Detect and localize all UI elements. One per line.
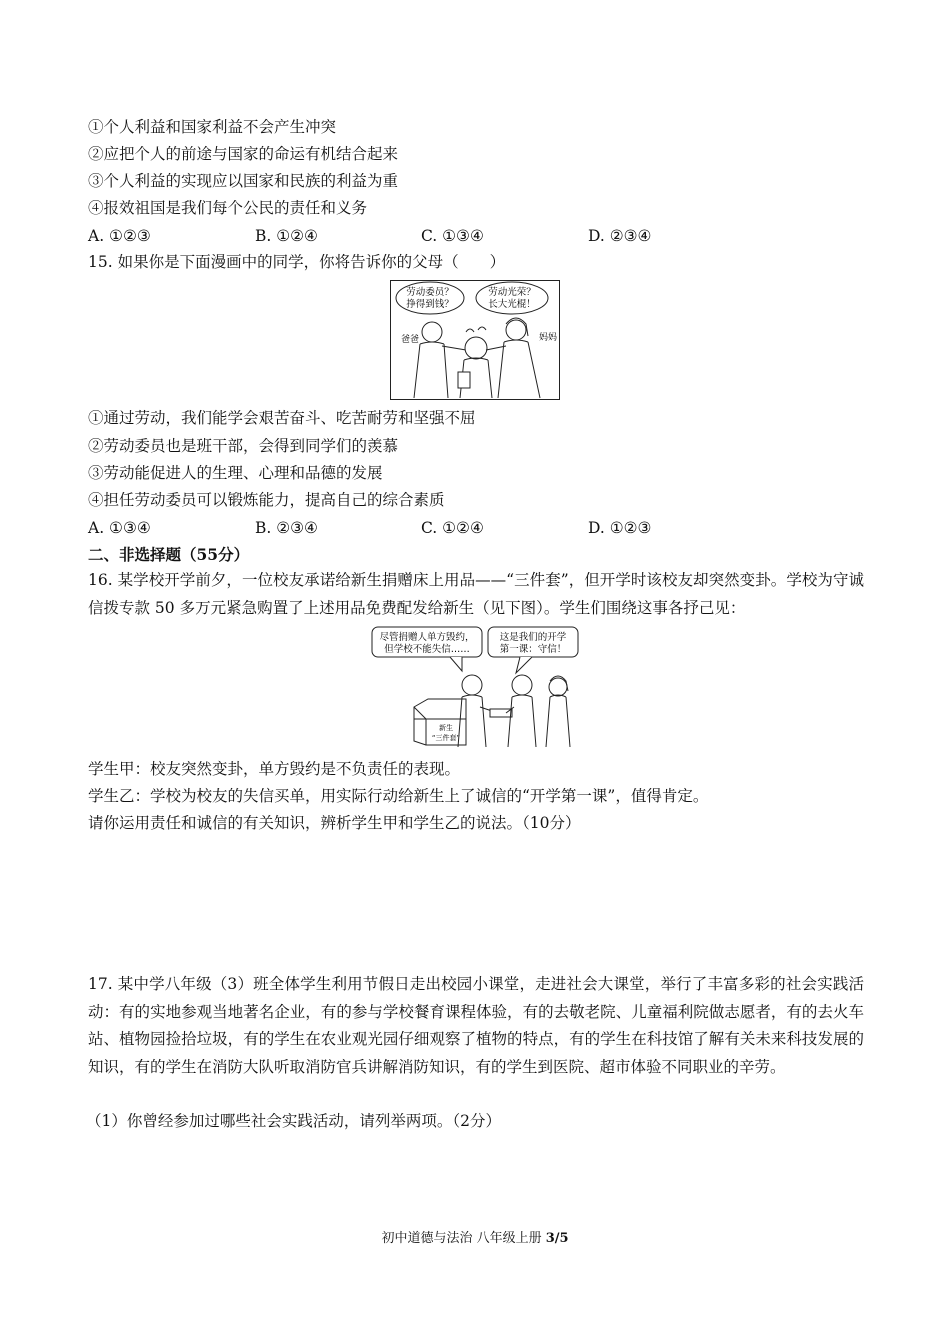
q16-stem: 16. 某学校开学前夕，一位校友承诺给新生捐赠床上用品——“三件套”，但开学时该校友却突然变卦。学校为守诚信拨专款 50 多万元紧急购置了上述用品免费配发给新生（见下图）。学生们围绕这事各抒己见： bbox=[88, 571, 864, 617]
q16-bubble-right-line1: 这是我们的开学 bbox=[499, 632, 567, 643]
q15-option-d: D. ①②③ bbox=[588, 519, 652, 537]
q15-item-4: ④担任劳动委员可以锻炼能力，提高自己的综合素质 bbox=[88, 491, 445, 509]
q15-cartoon-drawing bbox=[390, 280, 560, 400]
q15-label-mom: 妈妈 bbox=[538, 333, 558, 343]
q15-option-c: C. ①②④ bbox=[421, 519, 484, 537]
q16-bubble-left-line2: 但学校不能失信…… bbox=[384, 644, 470, 655]
q16-bubble-left-line1: 尽管捐赠人单方毁约， bbox=[379, 632, 475, 643]
q15-item-1: ①通过劳动，我们能学会艰苦奋斗、吃苦耐劳和坚强不屈 bbox=[88, 409, 476, 427]
q16-bubble-right-line2: 第一课：守信！ bbox=[499, 644, 567, 655]
q15-cartoon bbox=[390, 280, 560, 400]
q16-student-a: 学生甲：校友突然变卦，单方毁约是不负责任的表现。 bbox=[88, 760, 461, 778]
q16-box-label-top: 新生 bbox=[439, 724, 453, 732]
q15-option-a: A. ①③④ bbox=[88, 519, 151, 537]
section-2-title: 二、非选择题（55分） bbox=[88, 545, 250, 564]
q15-item-2: ②劳动委员也是班干部，会得到同学们的羡慕 bbox=[88, 437, 399, 455]
q14-option-a: A. ①②③ bbox=[88, 227, 151, 245]
q14-item-1: ①个人利益和国家利益不会产生冲突 bbox=[88, 118, 337, 136]
q17-sub1: （1）你曾经参加过哪些社会实践活动，请列举两项。（2分） bbox=[86, 1112, 501, 1130]
q16-cartoon bbox=[370, 623, 582, 750]
q14-item-3: ③个人利益的实现应以国家和民族的利益为重 bbox=[88, 172, 399, 190]
q15-option-b: B. ②③④ bbox=[255, 519, 318, 537]
q16-student-b: 学生乙：学校为校友的失信买单，用实际行动给新生上了诚信的“开学第一课”，值得肯定。 bbox=[88, 787, 709, 805]
q14-option-c: C. ①③④ bbox=[421, 227, 484, 245]
q15-bubble-left-line1: 劳动委员？ bbox=[406, 287, 454, 298]
q17-stem: 17. 某中学八年级（3）班全体学生利用节假日走出校园小课堂，走进社会大课堂，举行了丰富多彩的社会实践活动：有的实地参观当地著名企业，有的参与学校餐育课程体验，有的去敬老院、儿童福利院做志愿者，有的去火车站、植物园捡拾垃圾，有的学生在农业观光园仔细观察了植物的特点，有的学生在科技馆了解有关未来科技发展的知识，有的学生在消防大队听取消防官兵讲解消防知识，有的学生到医院、超市体验不同职业的辛劳。 bbox=[88, 975, 864, 1076]
page-footer bbox=[0, 1227, 950, 1246]
q15-stem: 15. 如果你是下面漫画中的同学，你将告诉你的父母（ ） bbox=[88, 253, 506, 271]
q15-bubble-right-line1: 劳动光荣？ bbox=[488, 287, 536, 298]
q16-ask: 请你运用责任和诚信的有关知识，辨析学生甲和学生乙的说法。（10分） bbox=[88, 814, 581, 832]
q14-item-2: ②应把个人的前途与国家的命运有机结合起来 bbox=[88, 145, 399, 163]
page-number: 3/5 bbox=[545, 1231, 569, 1246]
q15-label-dad: 爸爸 bbox=[400, 335, 420, 345]
q14-item-4: ④报效祖国是我们每个公民的责任和义务 bbox=[88, 199, 368, 217]
q16-cartoon-drawing bbox=[370, 623, 582, 750]
footer-text: 初中道德与法治 八年级上册 bbox=[381, 1231, 546, 1246]
q14-option-b: B. ①②④ bbox=[255, 227, 318, 245]
q15-bubble-left-line2: 挣得到钱？ bbox=[406, 299, 454, 310]
q14-option-d: D. ②③④ bbox=[588, 227, 652, 245]
q16-box-label-bottom: “三件套” bbox=[431, 734, 461, 742]
q15-item-3: ③劳动能促进人的生理、心理和品德的发展 bbox=[88, 464, 383, 482]
q15-bubble-right-line2: 长大光棍！ bbox=[488, 299, 536, 310]
